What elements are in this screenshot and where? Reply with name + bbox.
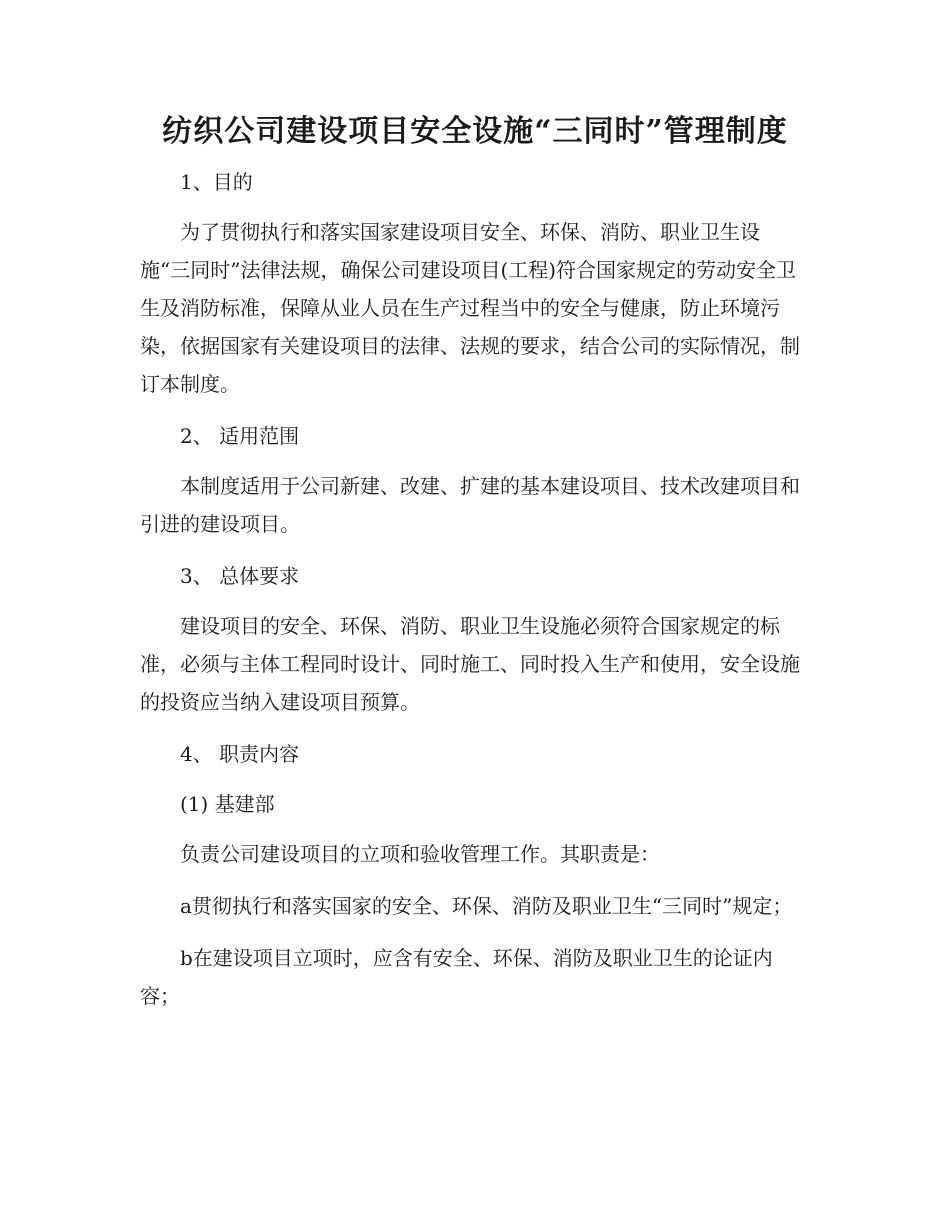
document-body (140, 163, 810, 1029)
list-item-b: b在建设项目立项时，应含有安全、环保、消防及职业卫生的论证内容； (140, 946, 773, 1008)
section-heading-scope: 2、 适用范围 (180, 424, 300, 448)
paragraph-purpose: 为了贯彻执行和落实国家建设项目安全、环保、消防、职业卫生设施“三同时”法律法规，确保公司建设项目(工程)符合国家规定的劳动安全卫生及消防标准，保障从业人员在生产过程当中的安全与健康，防止环境污染，依据国家有关建设项目的法律、法规的要求，结合公司的实际情况，制订本制度。 (140, 220, 800, 396)
document-title: 纺织公司建设项目安全设施“三同时”管理制度 (162, 114, 788, 149)
section-heading-responsibilities: 4、 职责内容 (180, 742, 300, 766)
section-heading-general-requirements: 3、 总体要求 (180, 564, 300, 588)
paragraph-general-requirements: 建设项目的安全、环保、消防、职业卫生设施必须符合国家规定的标准，必须与主体工程同时设计、同时施工、同时投入生产和使用，安全设施的投资应当纳入建设项目预算。 (140, 614, 800, 714)
subsection-heading-infrastructure-dept: (1) 基建部 (180, 792, 275, 816)
paragraph-infrastructure-dept: 负责公司建设项目的立项和验收管理工作。其职责是： (180, 842, 660, 866)
section-heading-purpose: 1、目的 (180, 170, 253, 194)
paragraph-scope: 本制度适用于公司新建、改建、扩建的基本建设项目、技术改建项目和引进的建设项目。 (140, 474, 800, 536)
list-item-a: a贯彻执行和落实国家的安全、环保、消防及职业卫生“三同时”规定； (180, 894, 793, 918)
